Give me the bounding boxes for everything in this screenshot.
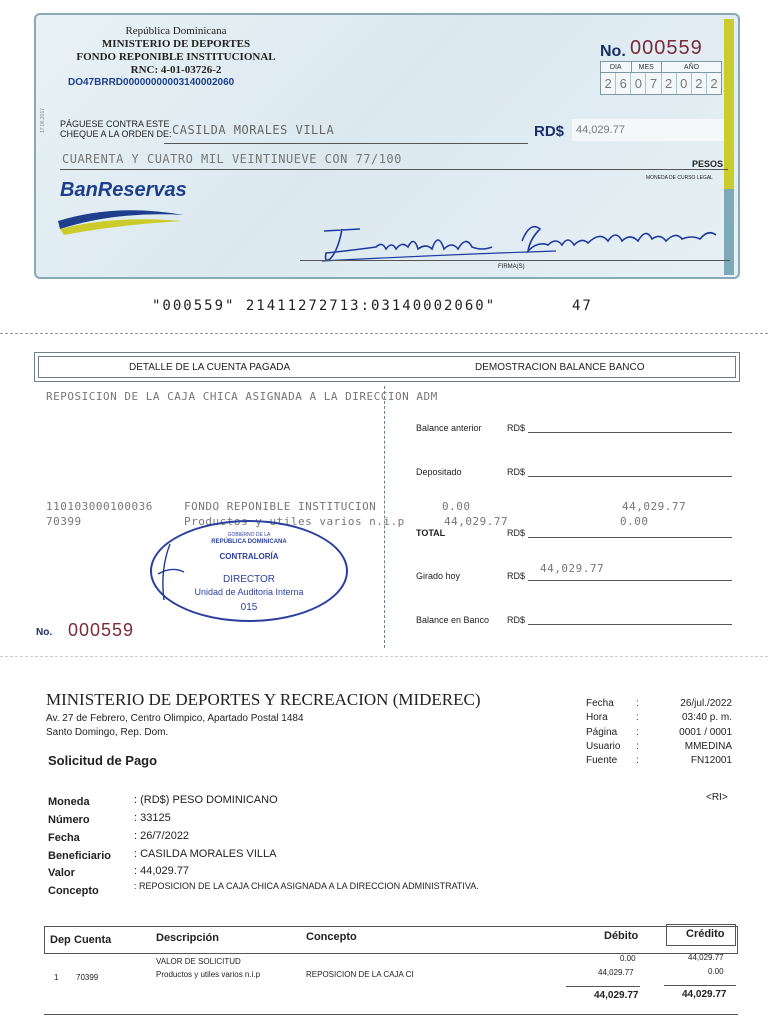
- stub-number-label: No.: [36, 627, 53, 638]
- meta-label: Fecha: [586, 698, 614, 709]
- balance-row-label: TOTAL: [416, 528, 446, 538]
- row-credito: 0.00: [708, 967, 724, 976]
- date-box: [600, 61, 722, 95]
- col-debito: Débito: [604, 930, 639, 942]
- signature-line: [300, 260, 730, 261]
- cheque-issuer-header: [36, 25, 316, 77]
- field-label: Moneda: [48, 796, 90, 808]
- account-debit: 0.00: [442, 500, 471, 513]
- balance-row-line: [528, 624, 732, 625]
- account-credit: 0.00: [620, 515, 649, 528]
- ri-marker: <RI>: [706, 792, 728, 803]
- balance-row-label: Balance en Banco: [416, 615, 490, 625]
- date-digit: 2: [662, 73, 677, 94]
- org-city: Santo Domingo, Rep. Dom.: [46, 727, 169, 738]
- field-label: Concepto: [48, 885, 99, 897]
- signature-label: FIRMA(S): [498, 264, 525, 270]
- cheque-accent-bar: [724, 19, 734, 189]
- balance-row-currency: RD$: [507, 571, 526, 581]
- legal-tender-label: MONEDA DE CURSO LEGAL: [646, 175, 713, 181]
- org-title: MINISTERIO DE DEPORTES Y RECREACION (MIDEREC): [46, 690, 481, 709]
- date-digit: 2: [692, 73, 707, 94]
- total-credito: 44,029.77: [682, 989, 727, 1000]
- cheque-amount: 44,029.77: [576, 124, 625, 136]
- date-digit: 2: [710, 76, 718, 91]
- girado-amount: 44,029.77: [540, 562, 605, 575]
- stamp-line2: REPÚBLICA DOMINICANA: [211, 539, 287, 545]
- row-debito: 44,029.77: [598, 968, 634, 977]
- payee-line: [164, 143, 528, 144]
- account-code: 70399: [46, 515, 82, 528]
- date-header-day: DIA: [601, 62, 632, 72]
- meta-label: Fuente: [586, 755, 618, 766]
- stamp-line3: CONTRALORÍA: [219, 552, 279, 561]
- balance-row-line: [528, 476, 732, 477]
- row-dep: 1: [54, 973, 59, 982]
- micr-line: "000559" 21411272713:03140002060": [152, 298, 497, 314]
- table-bottom-line: [44, 1014, 738, 1015]
- balance-row-currency: RD$: [507, 467, 526, 477]
- col-dep: Dep: [50, 934, 71, 946]
- cut-line: [0, 656, 768, 657]
- row-concepto: REPOSICION DE LA CAJA CI: [306, 970, 414, 979]
- signature-image: [316, 211, 736, 265]
- balance-row-line: [528, 432, 732, 433]
- row-credito: 44,029.77: [688, 953, 724, 962]
- meta-value: 03:40 p. m.: [681, 712, 732, 723]
- field-label: Fecha: [48, 832, 80, 844]
- cut-line: [0, 333, 768, 334]
- amount-words-line: [60, 169, 728, 170]
- amount-in-words: CUARENTA Y CUATRO MIL VEINTINUEVE CON 77/100: [62, 152, 402, 166]
- stamp-signature: [156, 540, 186, 610]
- stamp-line5: Unidad de Auditoria Interna: [194, 587, 304, 597]
- debit-sum-line: [566, 986, 640, 987]
- stamp-line6: 015: [240, 602, 258, 613]
- row-debito: 0.00: [620, 954, 636, 963]
- account-name: Productos y utiles varios n.i.p: [184, 515, 405, 528]
- bank-logo-swoosh: [56, 201, 186, 237]
- balance-row-currency: RD$: [507, 615, 526, 625]
- issuer-ministry: MINISTERIO DE DEPORTES: [101, 38, 251, 50]
- meta-value: MMEDINA: [684, 741, 732, 752]
- account-debit: 44,029.77: [444, 515, 509, 528]
- field-value: : 44,029.77: [134, 865, 190, 877]
- account-credit: 44,029.77: [622, 500, 687, 513]
- balance-row-line: [528, 537, 732, 538]
- field-label: Valor: [48, 867, 75, 879]
- meta-colon: :: [636, 741, 639, 752]
- pesos-label: PESOS: [692, 159, 724, 169]
- balance-row-currency: RD$: [507, 528, 526, 538]
- field-value: : 33125: [134, 812, 171, 824]
- cheque-number: 000559: [630, 37, 703, 59]
- date-header-month: MES: [632, 62, 663, 72]
- meta-value: FN12001: [690, 755, 732, 766]
- micr-suffix: 47: [572, 298, 593, 314]
- stub-header-left: DETALLE DE LA CUENTA PAGADA: [129, 362, 291, 373]
- stamp-line1: GOBIERNO DE LA: [227, 532, 271, 538]
- row-descripcion: Productos y utiles varios n.i.p: [156, 970, 261, 979]
- date-digit: 6: [616, 73, 631, 94]
- payee-label: [60, 119, 172, 139]
- cheque: [34, 13, 740, 279]
- account-code: 110103000100036: [46, 500, 153, 513]
- field-value: : (RD$) PESO DOMINICANO: [134, 794, 278, 806]
- payee-label-line1: PÁGUESE CONTRA ESTE: [60, 119, 170, 129]
- row-cuenta: 70399: [76, 973, 99, 982]
- stub-header: [34, 352, 740, 382]
- bank-logo: BanReservas: [60, 179, 187, 201]
- col-concepto: Concepto: [306, 931, 357, 943]
- org-address: Av. 27 de Febrero, Centro Olimpico, Apartado Postal 1484: [46, 713, 304, 724]
- balance-row-label: Depositado: [416, 467, 462, 477]
- meta-colon: :: [636, 727, 639, 738]
- field-label: Beneficiario: [48, 850, 111, 862]
- meta-label: Página: [586, 727, 618, 738]
- stub-header-right: DEMOSTRACION BALANCE BANCO: [475, 362, 645, 373]
- cheque-number-label: No.: [600, 43, 626, 60]
- issuer-country: República Dominicana: [125, 25, 227, 37]
- date-digit: 7: [646, 73, 661, 94]
- stamp-line4: DIRECTOR: [222, 574, 276, 585]
- currency-label: RD$: [534, 123, 565, 140]
- date-header-year: AÑO: [683, 64, 700, 71]
- field-value: : REPOSICION DE LA CAJA CHICA ASIGNADA A LA DIRECCION ADMINISTRATIVA.: [134, 881, 479, 891]
- meta-value: 26/jul./2022: [680, 698, 732, 709]
- document-title: Solicitud de Pago: [48, 753, 158, 768]
- field-value: : 26/7/2022: [134, 830, 190, 842]
- account-name: FONDO REPONIBLE INSTITUCION: [184, 500, 377, 513]
- row-descripcion: VALOR DE SOLICITUD: [156, 957, 241, 966]
- col-credito: Crédito: [686, 928, 725, 940]
- stub-description: REPOSICION DE LA CAJA CHICA ASIGNADA A LA DIRECCION ADM: [46, 390, 438, 403]
- balance-row-line: [528, 580, 732, 581]
- col-descripcion: Descripción: [156, 932, 219, 944]
- meta-label: Usuario: [586, 741, 621, 752]
- col-cuenta: Cuenta: [74, 934, 112, 946]
- stub-number: 000559: [68, 620, 135, 640]
- issuer-fund: FONDO REPONIBLE INSTITUCIONAL: [76, 51, 276, 63]
- field-label: Número: [48, 814, 90, 826]
- payee-label-line2: CHEQUE A LA ORDEN DE:: [60, 129, 172, 139]
- meta-label: Hora: [586, 712, 608, 723]
- balance-row-label: Balance anterior: [416, 423, 482, 433]
- credit-sum-line: [664, 985, 736, 986]
- account-code: DO47BRRD00000000003140002060: [68, 77, 235, 88]
- balance-row-currency: RD$: [507, 423, 526, 433]
- meta-colon: :: [636, 698, 639, 709]
- meta-colon: :: [636, 755, 639, 766]
- date-digit: 2: [601, 73, 616, 94]
- balance-row-label: Girado hoy: [416, 571, 461, 581]
- total-debito: 44,029.77: [594, 990, 639, 1001]
- side-print-code: 17.06.2017: [40, 107, 46, 133]
- date-digit: 0: [631, 73, 646, 94]
- date-digit: 0: [677, 73, 692, 94]
- meta-value: 0001 / 0001: [679, 727, 732, 738]
- field-value: : CASILDA MORALES VILLA: [134, 848, 277, 860]
- payee-name: CASILDA MORALES VILLA: [172, 123, 335, 137]
- meta-colon: :: [636, 712, 639, 723]
- issuer-rnc: RNC: 4-01-03726-2: [130, 64, 222, 76]
